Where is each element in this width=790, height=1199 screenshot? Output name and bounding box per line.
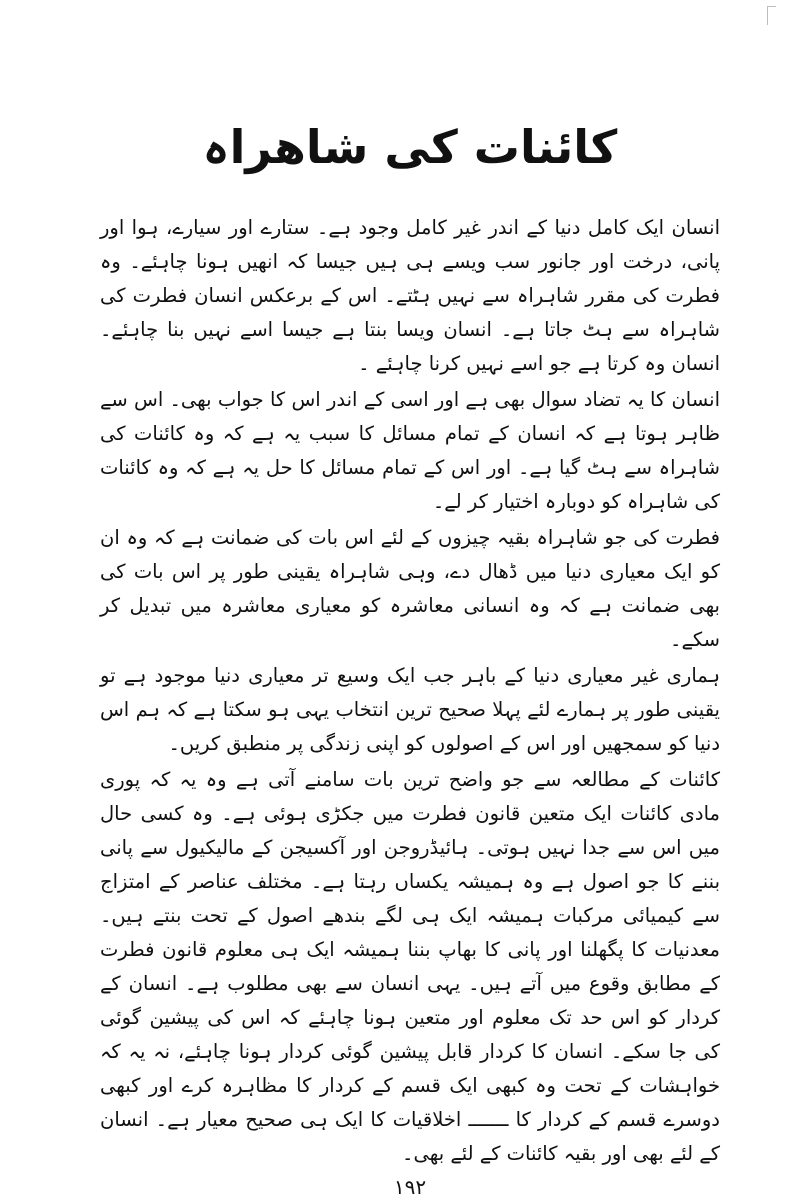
paragraph-1: انسان ایک کامل دنیا کے اندر غیر کامل وجود ہے۔ ستارے اور سیارے، ہوا اور پانی، درخت اور جانور سب ویسے ہی ہیں جیسا کہ انھیں ہونا چاہئے۔ وہ فطرت کی مقرر شاہراہ سے نہیں ہٹتے۔ اس کے برعکس انسان فطرت کی شاہراہ سے ہٹ جاتا ہے۔ انسان ویسا بنتا ہے جیسا اسے نہیں بنا چاہئے۔ انسان وہ کرتا ہے جو اسے نہیں کرنا چاہئے ۔ (100, 216, 720, 376)
paragraph-3: فطرت کی جو شاہراہ بقیہ چیزوں کے لئے اس بات کی ضمانت ہے کہ وہ ان کو ایک معیاری دنیا میں ڈھال دے، وہی شاہراہ یقینی طور پر اس بات کی بھی ضمانت ہے کہ وہ انسانی معاشرہ کو معیاری معاشرہ میں تبدیل کر سکے۔ (100, 526, 720, 652)
body-text (100, 211, 720, 1171)
paragraph-2: انسان کا یہ تضاد سوال بھی ہے اور اسی کے اندر اس کا جواب بھی۔ اس سے ظاہر ہوتا ہے کہ انسان کے تمام مسائل کا سبب یہ ہے کہ وہ کائنات کی شاہراہ سے ہٹ گیا ہے۔ اور اس کے تمام مسائل کا حل یہ ہے کہ وہ کائنات کی شاہراہ کو دوبارہ اختیار کر لے۔ (100, 388, 720, 514)
paragraph-5: کائنات کے مطالعہ سے جو واضح ترین بات سامنے آتی ہے وہ یہ کہ پوری مادی کائنات ایک متعین قانون فطرت میں جکڑی ہوئی ہے۔ وہ کسی حال میں اس سے جدا نہیں ہوتی۔ ہائیڈروجن اور آکسیجن کے مالیکیول سے پانی بننے کا جو اصول ہے وہ ہمیشہ یکساں رہتا ہے۔ مختلف عناصر کے امتزاج سے کیمیائی مرکبات ہمیشہ ایک ہی لگے بندھے اصول کے تحت بنتے ہیں۔ معدنیات کا پگھلنا اور پانی کا بھاپ بننا ہمیشہ ایک ہی معلوم قانون فطرت کے مطابق وقوع میں آتے ہیں۔ یہی انسان سے بھی مطلوب ہے۔ انسان کے کردار کو اس حد تک معلوم اور متعین ہونا چاہئے کہ اس کی پیشین گوئی کی جا سکے۔ انسان کا کردار قابل پیشین گوئی کردار ہونا چاہئے، نہ یہ کہ خواہشات کے تحت وہ کبھی ایک قسم کے کردار کا مظاہرہ کرے اور کبھی دوسرے قسم کے کردار کا ـــــــ اخلاقیات کا ایک ہی صحیح معیار ہے۔ انسان کے لئے بھی اور بقیہ کائنات کے لئے بھی۔ (100, 768, 720, 1166)
paragraph-4: ہماری غیر معیاری دنیا کے باہر جب ایک وسیع تر معیاری دنیا موجود ہے تو یقینی طور پر ہمارے لئے پہلا صحیح ترین انتخاب یہی ہو سکتا ہے کہ ہم اس دنیا کو سمجھیں اور اس کے اصولوں کو اپنی زندگی پر منطبق کریں۔ (100, 664, 720, 756)
page-number: ۱۹۲ (393, 1175, 427, 1199)
document-page (100, 120, 720, 1199)
page-title: کائنات کی شاھراہ (202, 120, 618, 174)
scan-corner-mark (767, 6, 776, 25)
